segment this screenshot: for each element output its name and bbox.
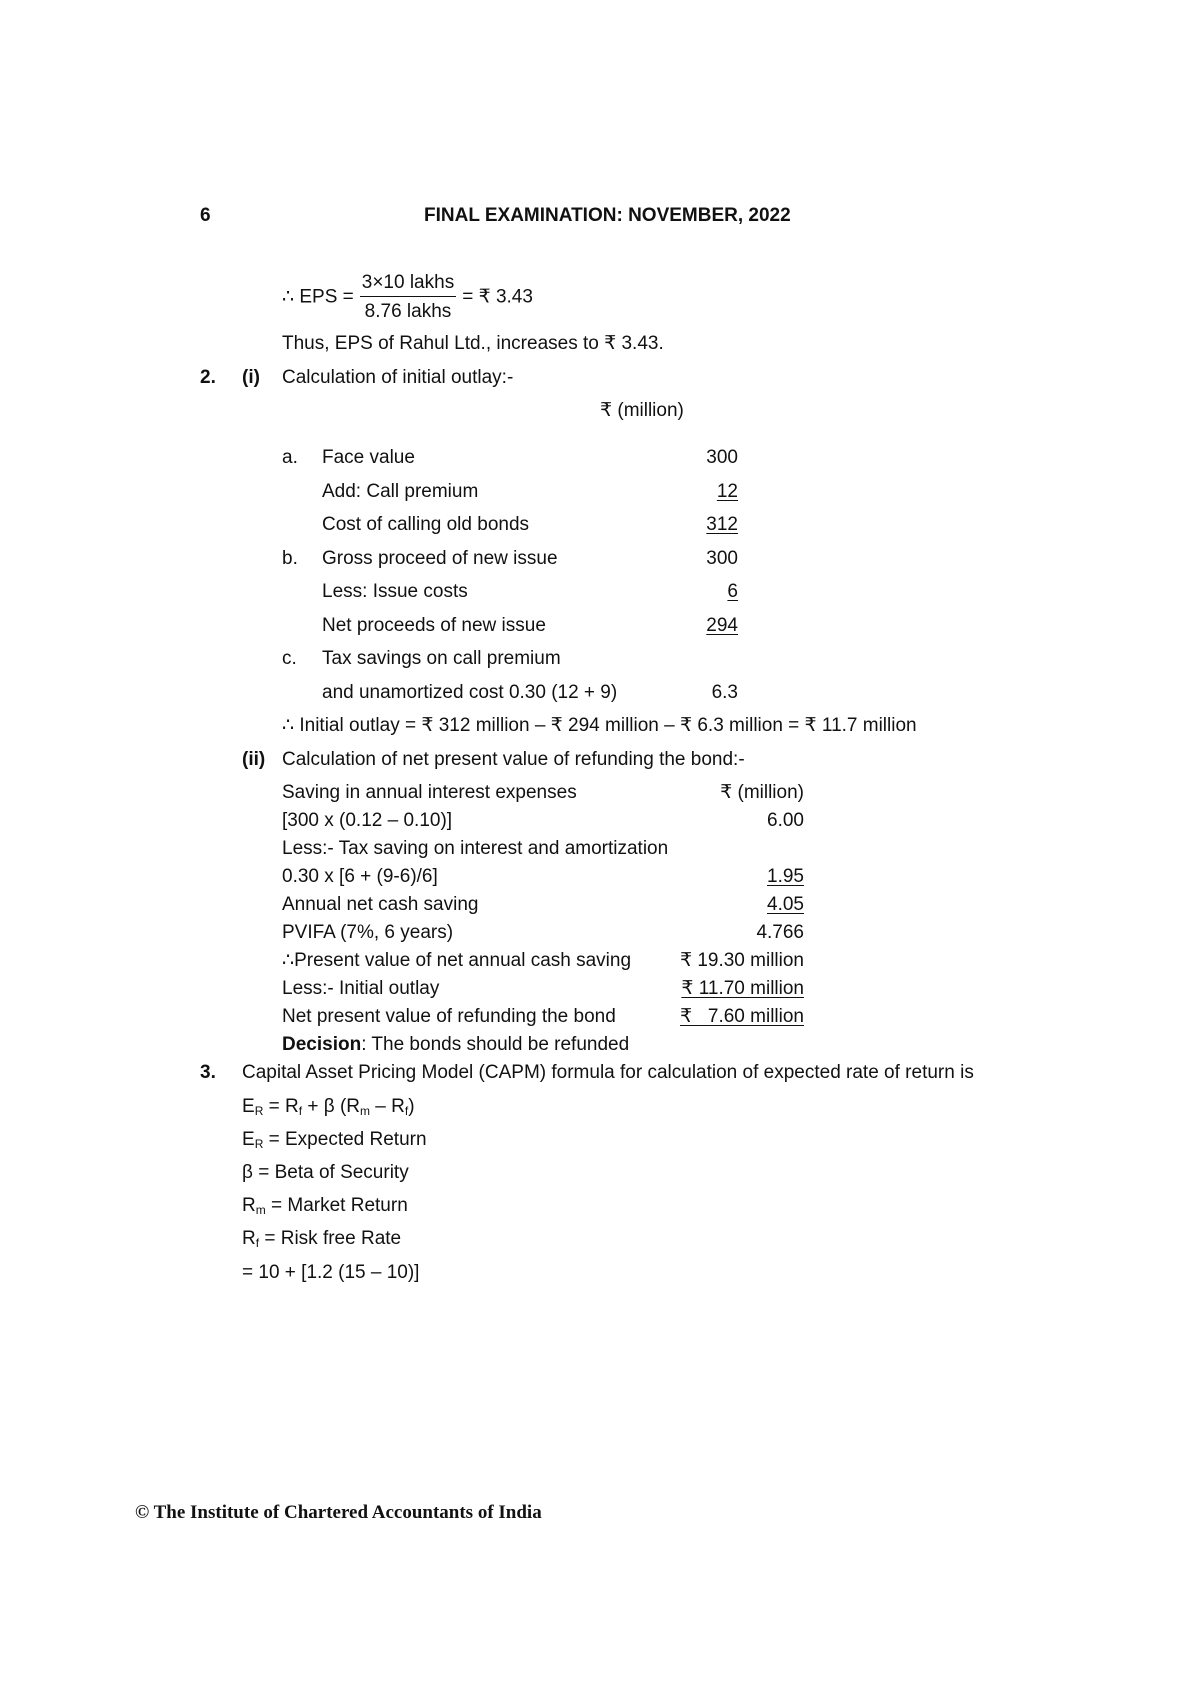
row-value: 4.766 [756,922,804,943]
footer-copyright: © The Institute of Chartered Accountants of India [135,1502,542,1523]
eps-denominator: 8.76 lakhs [364,301,452,322]
q2-part-ii-title: Calculation of net present value of refunding the bond:- [282,749,745,770]
row-label: Cost of calling old bonds [322,514,530,535]
row-label: Face value [322,447,415,468]
decision-text: : The bonds should be refunded [361,1034,630,1055]
row-value: ₹ 7.60 million [679,1006,804,1027]
row-label: Gross proceed of new issue [322,548,558,569]
q2-part-i-unit: ₹ (million) [600,400,684,421]
definition-beta: β = Beta of Security [242,1162,409,1183]
q2-number: 2. [200,367,216,388]
row-label: Tax savings on call premium [322,648,561,669]
page-title: FINAL EXAMINATION: NOVEMBER, 2022 [424,205,791,226]
row-label: 0.30 x [6 + (9-6)/6] [282,866,438,887]
eps-numerator: 3×10 lakhs [360,273,456,297]
eps-fraction [360,273,456,321]
row-value: 6.00 [767,810,804,831]
npv-unit: ₹ (million) [720,782,804,803]
row-value: ₹ 11.70 million [681,978,804,999]
row-label: PVIFA (7%, 6 years) [282,922,454,943]
row-value: 12 [716,481,738,502]
row-value: 1.95 [767,866,804,887]
page-number: 6 [200,205,211,226]
capm-computation: = 10 + [1.2 (15 – 10)] [242,1262,420,1283]
row-key: c. [282,648,297,669]
eps-formula [282,273,533,321]
row-label: Add: Call premium [322,481,479,502]
row-value: 312 [706,514,738,535]
definition-market-return: $R_m$ = Market Return [242,1195,408,1217]
initial-outlay-result: ∴ Initial outlay = ₹ 312 million – ₹ 294 million – ₹ 6.3 million = ₹ 11.7 million [282,715,917,736]
row-label: [300 x (0.12 – 0.10)] [282,810,453,831]
row-label: Net proceeds of new issue [322,615,546,636]
row-value: ₹ 19.30 million [679,950,804,971]
row-value: 294 [706,615,738,636]
row-value: 300 [706,548,738,569]
definition-expected-return: $E_R$ = Expected Return [242,1129,427,1151]
q2-part-i-label: (i) [242,367,260,388]
definition-risk-free-rate: $R_f$ = Risk free Rate [242,1228,402,1250]
row-label: ∴Present value of net annual cash saving [282,950,632,971]
capm-formula: $E_R = R_f + \beta$ $(R_m - R_f)$ [242,1096,415,1118]
row-key: b. [282,548,298,569]
row-label: Less:- Initial outlay [282,978,440,999]
row-label: Net present value of refunding the bond [282,1006,616,1027]
decision-label: Decision [282,1034,362,1055]
eps-lhs: ∴ EPS = [282,286,354,308]
row-key: a. [282,447,298,468]
row-label: Less: Issue costs [322,581,468,602]
row-value: 6 [727,581,738,602]
q2-part-ii-label: (ii) [242,749,266,770]
eps-rhs: = ₹ 3.43 [462,286,533,308]
row-value: 300 [706,447,738,468]
q3-intro: Capital Asset Pricing Model (CAPM) formula for calculation of expected rate of return is [242,1062,974,1083]
row-value: 4.05 [767,894,804,915]
q2-part-i-title: Calculation of initial outlay:- [282,367,514,388]
q3-number: 3. [200,1062,216,1083]
decision [282,1035,629,1054]
row-value: 6.3 [711,682,738,703]
eps-conclusion: Thus, EPS of Rahul Ltd., increases to ₹ 3.43. [282,333,664,354]
row-label: Saving in annual interest expenses [282,782,577,803]
row-label: Annual net cash saving [282,894,479,915]
row-label: Less:- Tax saving on interest and amortization [282,838,669,859]
row-label: and unamortized cost 0.30 (12 + 9) [322,682,618,703]
